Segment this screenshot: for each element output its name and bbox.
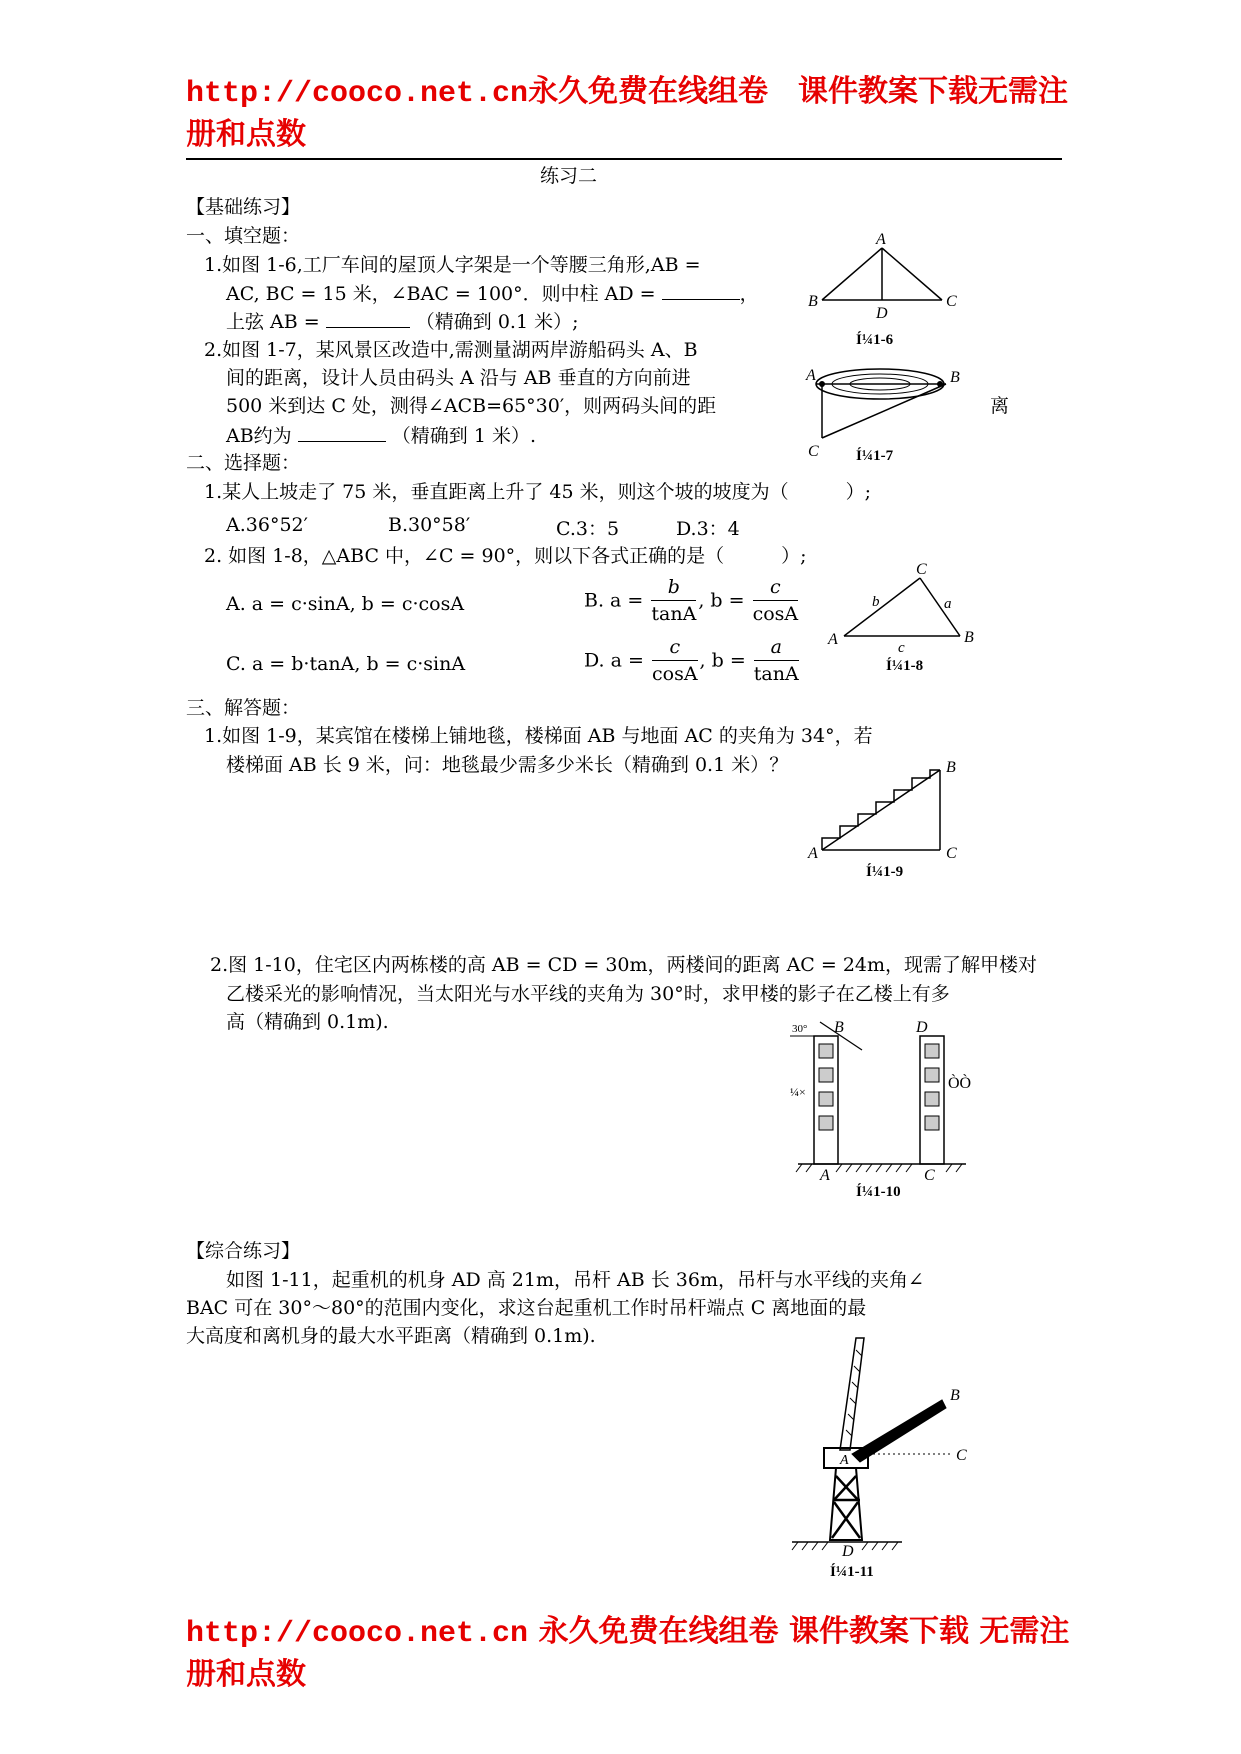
figure-1-8: [820, 556, 980, 678]
fig11-caption: Í¼1-11: [830, 1564, 874, 1580]
part1-heading: 一、填空题：: [186, 225, 301, 247]
comp-line3: 大高度和离机身的最大水平距离（精确到 0.1m).: [186, 1325, 596, 1347]
fig6-label-a: A: [876, 231, 886, 248]
fig10-label-a: A: [820, 1167, 830, 1184]
footer-banner: [186, 1612, 1069, 1654]
p3q2-line3: 高（精确到 0.1m).: [226, 1011, 389, 1033]
fig10-caption: Í¼1-10: [856, 1184, 901, 1200]
fig8-side-c: c: [898, 640, 905, 656]
fig6-caption: Í¼1-6: [856, 332, 894, 348]
p1q1-line3: 上弦 AB = （精确到 0.1 米）;: [226, 307, 578, 336]
fig10-angle: 30°: [792, 1023, 808, 1035]
p1q2-line1: 2.如图 1-7，某风景区改造中,需测量湖两岸游船码头 A、B: [204, 339, 698, 361]
fig6-label-c: C: [946, 293, 957, 310]
fig9-caption: Í¼1-9: [866, 864, 904, 880]
fig10-label-d: D: [916, 1019, 928, 1036]
fig7-caption: Í¼1-7: [856, 448, 894, 462]
answer-blank-ab[interactable]: [326, 307, 410, 328]
p1q2-line4: AB约为 （精确到 1 米）.: [226, 421, 536, 450]
p2q1-option-b[interactable]: B.30°58′: [388, 514, 471, 536]
p2q2-option-c[interactable]: C. a = b·tanA, b = c·sinA: [226, 653, 466, 675]
answer-blank-ad[interactable]: [662, 279, 740, 300]
part3-heading: 三、解答题：: [186, 697, 301, 719]
fig11-label-c: C: [956, 1447, 967, 1464]
part2-heading: 二、选择题：: [186, 452, 301, 474]
header-banner-line2: 册和点数: [186, 117, 306, 152]
fig11-label-b: B: [950, 1387, 960, 1404]
fig7-label-a: A: [806, 367, 816, 384]
p1q1-line2: AC, BC = 15 米，∠BAC = 100°．则中柱 AD = ，: [226, 279, 759, 308]
p2q1-option-a[interactable]: A.36°52′: [226, 514, 308, 536]
section-comprehensive-heading: 【综合练习】: [186, 1240, 301, 1262]
p1q2-line3: 500 米到达 C 处，测得∠ACB=65°30′，则两码头间的距: [226, 395, 717, 417]
fig11-label-d: D: [842, 1543, 854, 1560]
p2q2-option-d[interactable]: D. a = $\frac{c}{\cos A}$ , b = $\frac{a}{\tan A}$: [584, 636, 799, 685]
p2q1-text: 1.某人上坡走了 75 米，垂直距离上升了 45 米，则这个坡的坡度为（ ）;: [204, 481, 872, 503]
fig9-label-c: C: [946, 845, 957, 862]
fig10-label-b: B: [834, 1019, 844, 1036]
fig9-label-a: A: [808, 845, 818, 862]
header-banner: [186, 72, 1068, 114]
footer-text: 永久免费在线组卷 课件教案下载 无需注: [528, 1614, 1070, 1649]
fig6-label-d: D: [876, 305, 888, 322]
p1q2-line2: 间的距离，设计人员由码头 A 沿与 AB 垂直的方向前进: [226, 367, 691, 389]
answer-blank-ab-distance[interactable]: [298, 421, 386, 442]
fig8-side-a: a: [944, 596, 952, 612]
fig7-label-b: B: [950, 369, 960, 386]
p2q1-option-d[interactable]: D.3：4: [676, 518, 740, 540]
p2q2-option-b[interactable]: B. a = $\frac{b}{\tan A}$ , b = $\frac{c}{\cos A}$: [584, 576, 799, 625]
p3q1-line1: 1.如图 1-9，某宾馆在楼梯上铺地毯，楼梯面 AB 与地面 AC 的夹角为 34°，若: [204, 725, 873, 747]
fig7-label-c: C: [808, 443, 819, 460]
section-basic-heading: 【基础练习】: [186, 196, 301, 218]
figure-1-7: [800, 362, 960, 462]
p2q2-text: 2. 如图 1-8，△ABC 中，∠C = 90°，则以下各式正确的是（ ）;: [204, 545, 807, 567]
header-text: 永久免费在线组卷 课件教案下载无需注: [528, 74, 1069, 109]
fig10-label-c: C: [924, 1167, 935, 1184]
page-title: 练习二: [540, 165, 598, 187]
figure-1-9: [800, 754, 980, 880]
figure-1-11: [770, 1330, 990, 1590]
fig8-side-b: b: [872, 594, 880, 610]
p1q2-line3-tail: 离: [990, 395, 1010, 417]
header-divider: [186, 158, 1062, 160]
footer-url-link[interactable]: http://cooco.net.cn: [186, 1617, 529, 1651]
footer-banner-line2: 册和点数: [186, 1657, 306, 1692]
header-url-link[interactable]: http://cooco.net.cn: [186, 77, 529, 111]
p1q1-line1: 1.如图 1-6,工厂车间的屋顶人字架是一个等腰三角形,AB =: [204, 254, 701, 276]
p3q1-line2: 楼梯面 AB 长 9 米，问：地毯最少需多少米长（精确到 0.1 米）？: [226, 754, 789, 776]
fig8-label-b: B: [964, 629, 974, 646]
fig6-label-b: B: [808, 293, 818, 310]
fig8-caption: Í¼1-8: [886, 658, 924, 674]
fig10-left-mark: ¼×: [790, 1085, 806, 1099]
p3q2-line2: 乙楼采光的影响情况，当太阳光与水平线的夹角为 30°时，求甲楼的影子在乙楼上有多: [226, 983, 950, 1005]
p3q2-line1: 2.图 1-10，住宅区内两栋楼的高 AB = CD = 30m，两楼间的距离 AC = 24m，现需了解甲楼对: [210, 954, 1038, 976]
fig10-right-mark: ÒÒ: [948, 1075, 972, 1092]
fig8-label-c: C: [916, 561, 927, 578]
p2q1-option-c[interactable]: C.3：5: [556, 518, 620, 540]
fig11-label-a: A: [840, 1453, 849, 1468]
p2q2-option-a[interactable]: A. a = c·sinA, b = c·cosA: [226, 593, 465, 615]
fig8-label-a: A: [828, 631, 838, 648]
figure-1-10: [780, 1012, 980, 1202]
fig9-label-b: B: [946, 759, 956, 776]
comp-line1: 如图 1-11，起重机的机身 AD 高 21m，吊杆 AB 长 36m，吊杆与水平线的夹角∠: [226, 1269, 924, 1291]
comp-line2: BAC 可在 30°～80°的范围内变化，求这台起重机工作时吊杆端点 C 离地面的最: [186, 1297, 867, 1319]
figure-1-6: [800, 228, 980, 350]
